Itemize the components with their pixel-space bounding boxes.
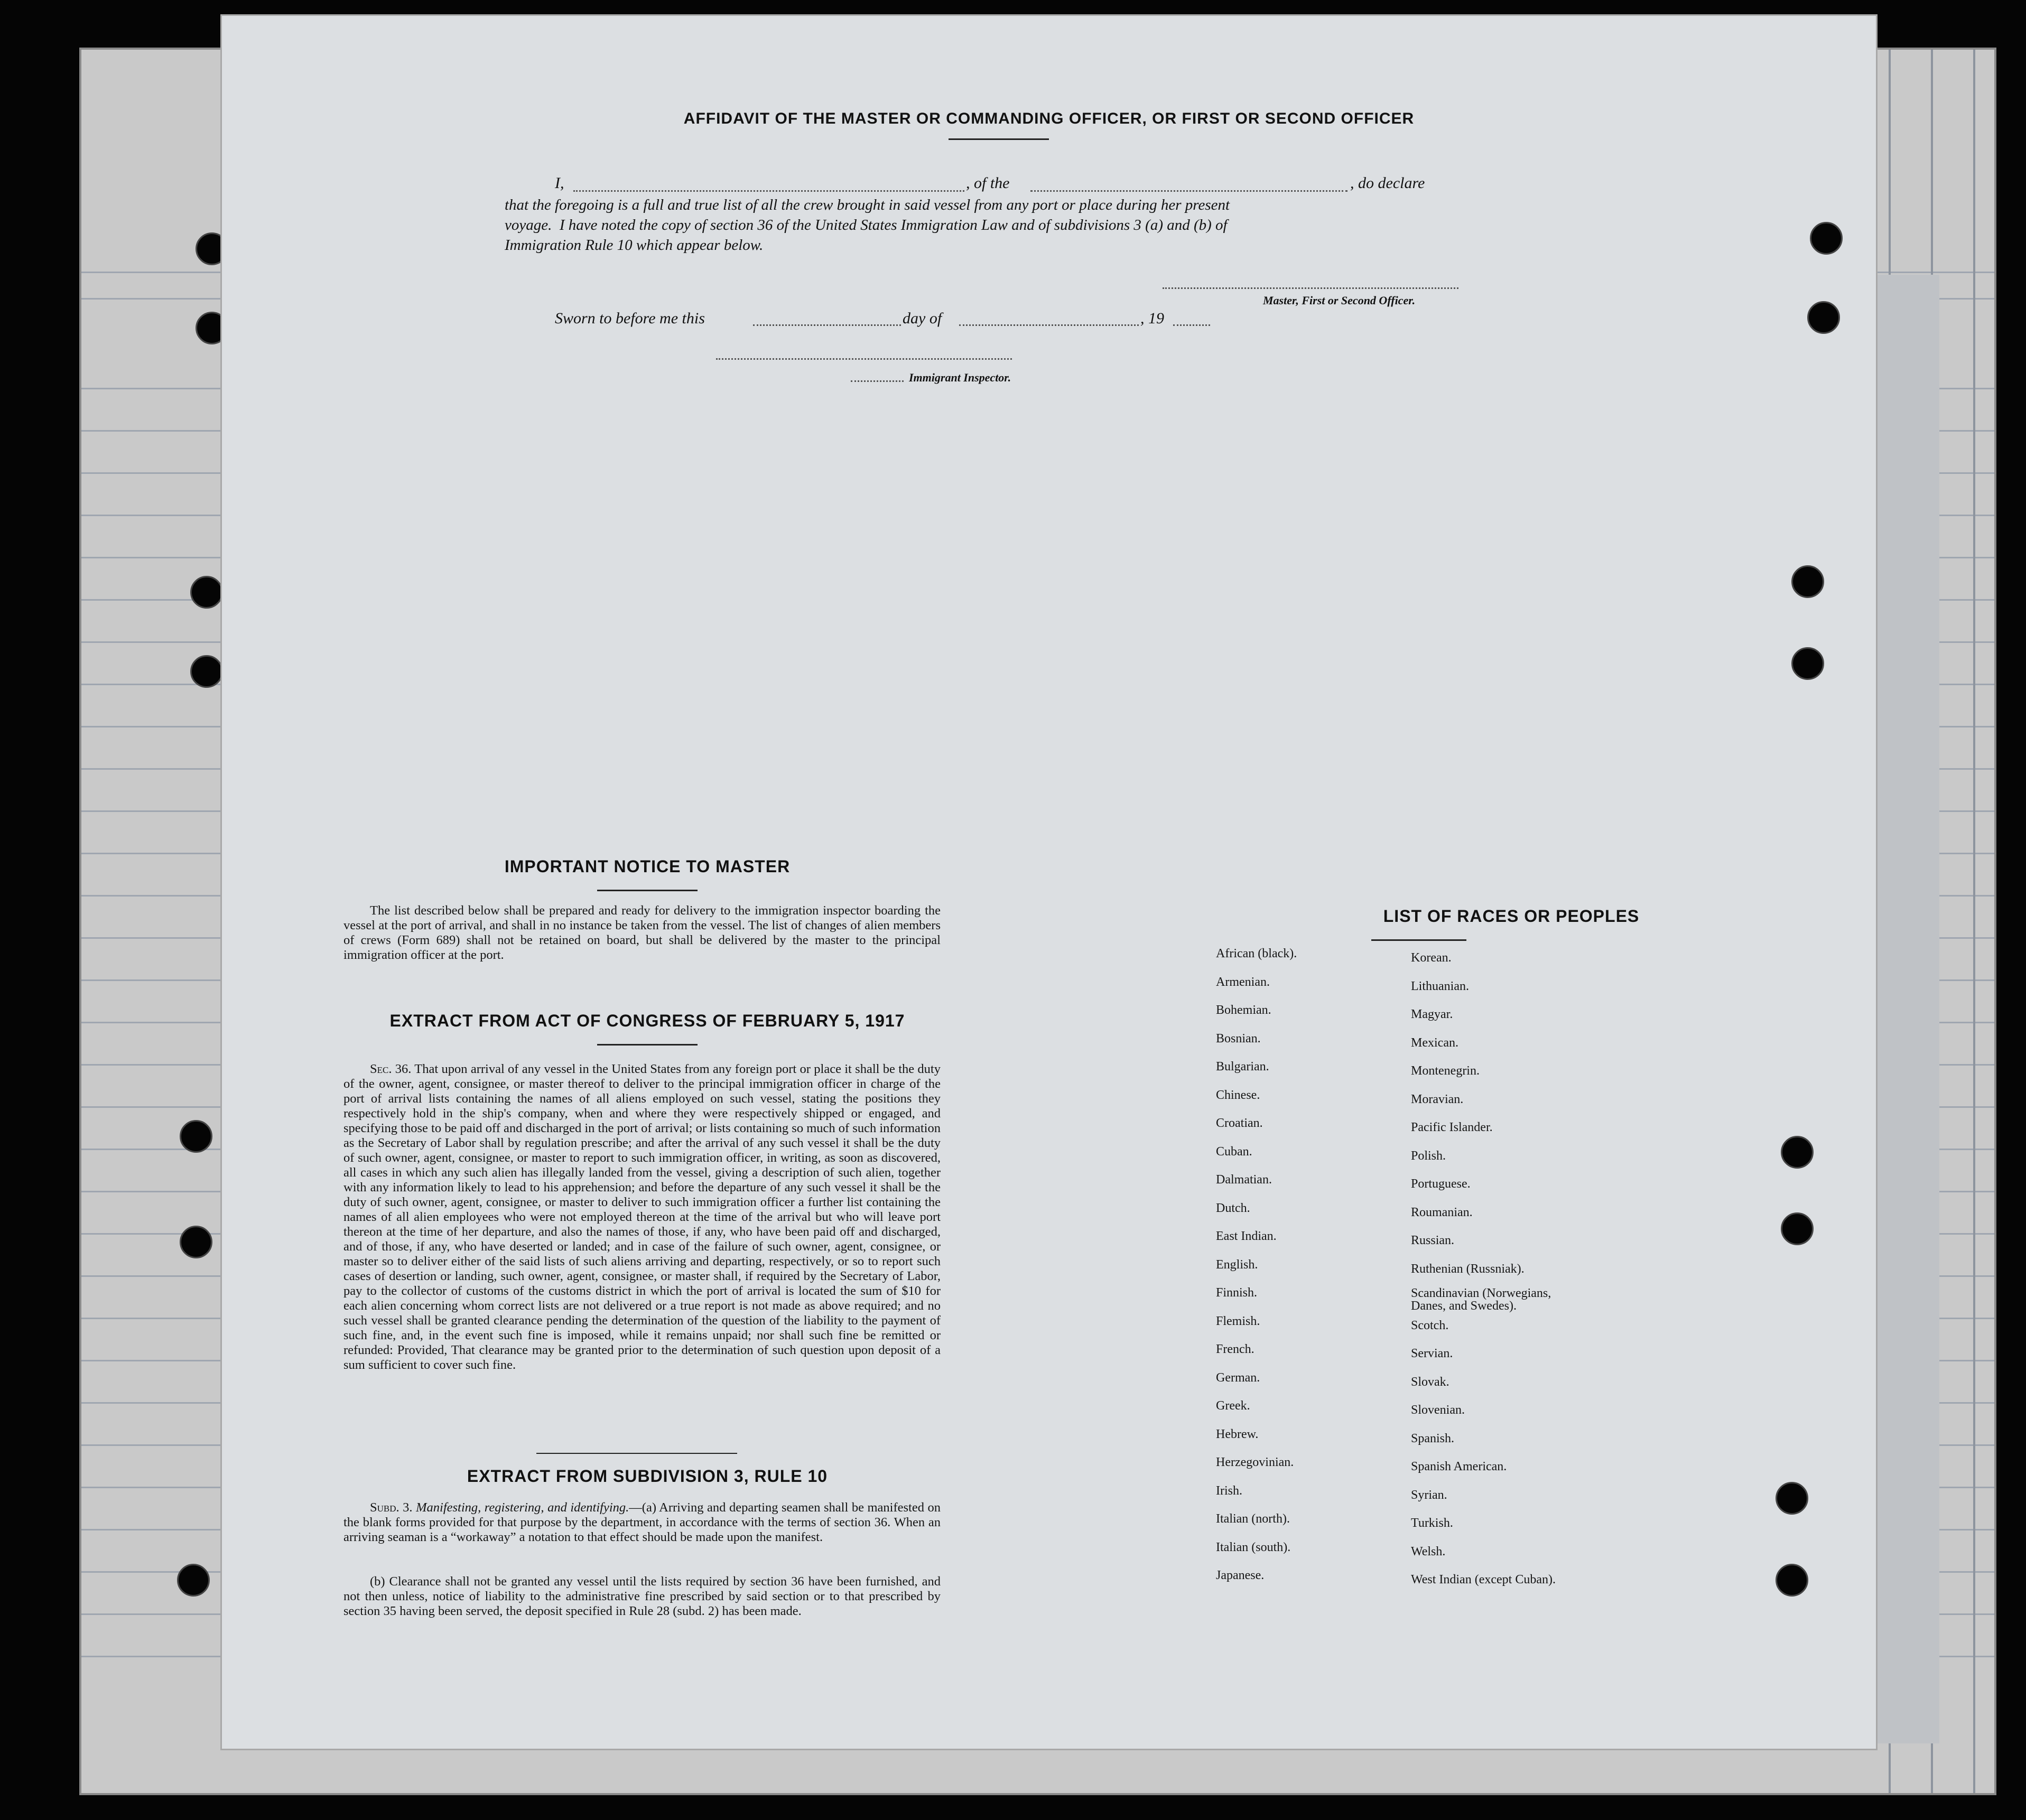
race-item: Bulgarian. <box>1216 1060 1269 1074</box>
year-blank <box>1173 324 1210 326</box>
sworn-label: Sworn to before me this <box>555 310 705 327</box>
race-item: Mexican. <box>1411 1036 1458 1050</box>
sworn-day-blank <box>753 324 901 326</box>
affidavit-line-4: Immigration Rule 10 which appear below. <box>505 237 764 254</box>
affidavit-i-label: I, <box>555 174 564 192</box>
binding-hole <box>1810 222 1843 255</box>
race-item: Moravian. <box>1411 1093 1464 1106</box>
act-section-text: That upon arrival of any vessel in the United States from any foreign port or place it shall be the duty of the owner, agent, consignee, or master thereof to deliver to the principal immigration officer in charge of the port of arrival lists containing the names of all aliens employed on such vessel, stating the positions they respectively hold in the ship's company, when and where they were respectively shipped or engaged, and specifying those to be paid off and discharged in the port of arrival; or lists containing so much of such information as the Secretary of Labor shall by regulation prescribe; and after the arrival of any such vessel it shall be the duty of such owner, agent, consignee, or master to report to such immigration officer, in writing, as soon as discovered, all cases in which any such alien has illegally landed from the vessel, giving a description of such alien, together with any information likely to lead to his apprehension; and before the departure of any such vessel it shall be the duty of such owner, agent, consignee, or master to deliver to such immigration officer a further list containing the names of all alien employees who were not employed thereon at the time of the arrival but who will leave port thereon at the time of her departure, and also the names of those, if any, who have been paid off and discharged, and of those, if any, who have deserted or landed; and in case of the failure of such owner, agent, consignee, or master so to deliver either of the said lists of such aliens arriving and departing, respectively, or so to report such cases of desertion or landing, such owner, agent, consignee, or master shall, if required by the Secretary of Labor, pay to the collector of customs of the customs district in which the port of arrival is located the sum of $10 for each alien concerning whom correct lists are not delivered or a true report is not made as above required; and no such vessel shall be granted clearance pending the determination of the question of the liability to the payment of such fine, and, in the event such fine is imposed, while it remains unpaid; nor shall such fine be remitted or refunded: Provided, That clearance may be granted prior to the determination of such question upon deposit of a sum sufficient to cover such fine. <box>343 1062 941 1372</box>
master-signature-label: Master, First or Second Officer. <box>1263 294 1416 307</box>
binding-hole <box>180 1120 212 1153</box>
binding-hole <box>1781 1136 1814 1169</box>
binding-hole <box>1781 1212 1814 1245</box>
race-item: Turkish. <box>1411 1516 1453 1530</box>
race-item: Spanish American. <box>1411 1460 1507 1473</box>
rule-subd-label: Subd. 3. <box>370 1500 413 1515</box>
affidavit-of-the: , of the <box>966 174 1010 192</box>
race-item: Scotch. <box>1411 1319 1449 1332</box>
affidavit-line-3: voyage. I have noted the copy of section 36 of the United States Immigration Law and of subdivisions 3 (a) and (b) of <box>505 217 1228 234</box>
race-item: Flemish. <box>1216 1314 1260 1328</box>
races-underline <box>1371 939 1466 941</box>
notice-text: The list described below shall be prepared and ready for delivery to the immigration inspector boarding the vessel at the port of arrival, and shall in no instance be taken from the vessel. The list of changes of alien members of crews (Form 689) shall not be retained on board, but shall be delivered by the master to the principal immigration officer at the port. <box>343 903 941 962</box>
act-section-label: Sec. 36. <box>370 1062 412 1076</box>
race-item: Ruthenian (Russniak). <box>1411 1262 1525 1276</box>
binding-hole <box>1791 565 1824 598</box>
race-item: East Indian. <box>1216 1229 1277 1243</box>
race-item: Dutch. <box>1216 1201 1250 1215</box>
race-item: Scandinavian (Norwegians, Danes, and Swedes). <box>1411 1286 1551 1313</box>
inspector-prefix-dots <box>851 380 904 382</box>
race-item: Bohemian. <box>1216 1003 1271 1017</box>
race-item: Italian (north). <box>1216 1512 1290 1526</box>
binding-hole <box>1776 1564 1808 1597</box>
master-signature-blank <box>1163 287 1458 289</box>
race-item: Montenegrin. <box>1411 1064 1480 1078</box>
race-item: African (black). <box>1216 947 1297 960</box>
race-item: Spanish. <box>1411 1432 1455 1445</box>
race-item: Polish. <box>1411 1149 1446 1163</box>
race-item: Japanese. <box>1216 1569 1265 1582</box>
races-title: LIST OF RACES OR PEOPLES <box>1383 907 1640 926</box>
race-item: West Indian (except Cuban). <box>1411 1573 1556 1586</box>
race-item: German. <box>1216 1371 1260 1385</box>
rule-subd-italic: Manifesting, registering, and identifying. <box>416 1500 629 1515</box>
rule-separator <box>536 1453 737 1454</box>
race-item: Hebrew. <box>1216 1427 1259 1441</box>
race-item: English. <box>1216 1258 1258 1272</box>
name-blank <box>573 190 964 192</box>
race-item: Finnish. <box>1216 1286 1258 1300</box>
race-item: Portuguese. <box>1411 1177 1471 1191</box>
rule-a-text: —(a) Arriving and departing seamen shall be manifested on the blank forms provided for that purpose by the department, in accordance with the terms of section 36. When an arriving seaman is a “workaway” a notation to that effect should be made upon the manifest. <box>343 1500 941 1544</box>
affidavit-do-declare: , do declare <box>1350 174 1425 192</box>
inspector-label: Immigrant Inspector. <box>909 371 1011 384</box>
race-item: Greek. <box>1216 1399 1250 1413</box>
year-label: , 19 <box>1140 310 1164 327</box>
race-item: Welsh. <box>1411 1545 1446 1558</box>
race-item: Dalmatian. <box>1216 1173 1272 1187</box>
binding-hole <box>1791 647 1824 680</box>
act-underline <box>597 1044 698 1046</box>
race-item: Korean. <box>1411 951 1452 965</box>
race-item: Roumanian. <box>1411 1206 1473 1219</box>
race-item: Magyar. <box>1411 1007 1453 1021</box>
binding-hole <box>190 576 223 609</box>
binding-hole <box>1807 301 1840 334</box>
binding-hole <box>1776 1482 1808 1515</box>
notice-underline <box>597 890 698 891</box>
race-item: Croatian. <box>1216 1116 1263 1130</box>
race-item: Slovak. <box>1411 1375 1449 1389</box>
day-of-label: day of <box>903 310 942 327</box>
race-item: Slovenian. <box>1411 1403 1465 1417</box>
race-item: Lithuanian. <box>1411 979 1469 993</box>
act-title: EXTRACT FROM ACT OF CONGRESS OF FEBRUARY 5, 1917 <box>389 1011 905 1030</box>
race-item: Herzegovinian. <box>1216 1455 1294 1469</box>
inspector-signature-blank <box>716 358 1012 360</box>
rule-title: EXTRACT FROM SUBDIVISION 3, RULE 10 <box>467 1467 828 1486</box>
race-item: French. <box>1216 1342 1254 1356</box>
affidavit-title: AFFIDAVIT OF THE MASTER OR COMMANDING OFFICER, OR FIRST OR SECOND OFFICER <box>683 110 1415 127</box>
race-item: Irish. <box>1216 1484 1242 1498</box>
binding-hole <box>177 1564 210 1597</box>
sworn-month-blank <box>959 324 1139 326</box>
race-item: Syrian. <box>1411 1488 1447 1502</box>
rule-subdivision-b: (b) Clearance shall not be granted any vessel until the lists required by section 36 have been furnished, and not then unless, notice of liability to the administrative fine prescribed by said section or to that prescribed by section 35 having been served, the deposit specified in Rule 28 (subd. 2) has been made. <box>343 1574 941 1618</box>
binding-hole <box>190 655 223 688</box>
ledger-column-line <box>1973 50 1975 1793</box>
vessel-blank <box>1030 190 1347 192</box>
title-underline <box>949 138 1049 140</box>
binding-hole <box>180 1226 212 1258</box>
race-item: Chinese. <box>1216 1088 1260 1102</box>
race-item: Italian (south). <box>1216 1541 1291 1554</box>
notice-title: IMPORTANT NOTICE TO MASTER <box>504 857 791 876</box>
race-item: Servian. <box>1411 1347 1453 1360</box>
act-section-36 <box>343 1062 941 1373</box>
rule-subdivision-a <box>343 1500 941 1545</box>
race-item: Bosnian. <box>1216 1032 1261 1046</box>
race-item: Pacific Islander. <box>1411 1121 1493 1134</box>
race-item: Russian. <box>1411 1234 1455 1247</box>
race-item: Armenian. <box>1216 975 1270 989</box>
affidavit-page <box>222 16 1876 1749</box>
race-item: Cuban. <box>1216 1145 1252 1159</box>
affidavit-line-2: that the foregoing is a full and true list of all the crew brought in said vessel from any port or place during her present <box>505 197 1230 213</box>
